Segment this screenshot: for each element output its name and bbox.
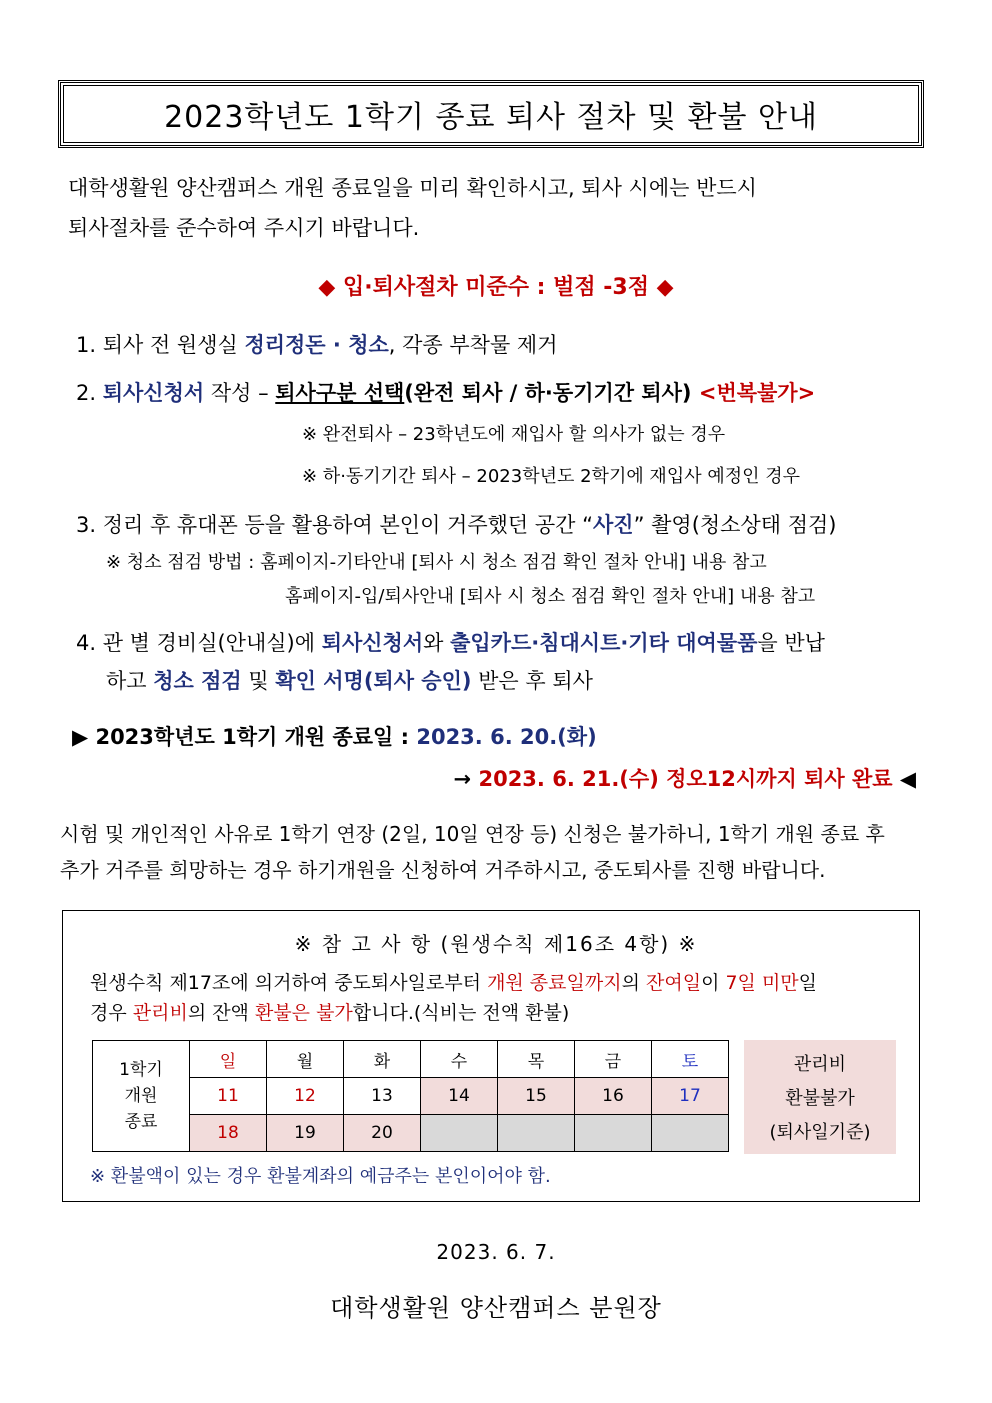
step-4: 4. 관 별 경비실(안내실)에 퇴사신청서와 출입카드·침대시트·기타 대여물품을 반납 xyxy=(76,631,825,655)
step-3-note-1: ※ 청소 점검 방법 : 홈페이지-기타안내 [퇴사 시 청소 점검 확인 절차 안내] 내용 참고 xyxy=(106,552,767,573)
checkout-deadline: → 2023. 6. 21.(수) 정오12시까지 퇴사 완료 ◀ xyxy=(453,767,916,791)
date-cell: 19 xyxy=(267,1115,344,1152)
calendar-label: 1학기 개원 종료 xyxy=(93,1041,190,1152)
empty-cell xyxy=(421,1115,498,1152)
date-cell: 18 xyxy=(190,1115,267,1152)
issue-date: 2023. 6. 7. xyxy=(436,1240,556,1264)
page-title: 2023학년도 1학기 종료 퇴사 절차 및 환불 안내 xyxy=(58,80,924,148)
empty-cell xyxy=(652,1115,729,1152)
day-header: 월 xyxy=(267,1041,344,1078)
step-2: 2. 퇴사신청서 작성 – 퇴사구분 선택(완전 퇴사 / 하·동기기간 퇴사) <번복불가> xyxy=(76,381,816,405)
end-date: ▶ 2023학년도 1학기 개원 종료일 : 2023. 6. 20.(화) xyxy=(72,725,597,749)
fee-nonrefund-note: 관리비 환불불가 (퇴사일기준) xyxy=(744,1040,896,1154)
step-3-note-2: 홈페이지-입/퇴사안내 [퇴사 시 청소 점검 확인 절차 안내] 내용 참고 xyxy=(285,586,816,607)
reference-body: 원생수칙 제17조에 의거하여 중도퇴사일로부터 개원 종료일까지의 잔여일이 7일 미만일 경우 관리비의 잔액 환불은 불가합니다.(식비는 전액 환불) xyxy=(90,972,818,1024)
day-header: 화 xyxy=(344,1041,421,1078)
signature: 대학생활원 양산캠퍼스 분원장 xyxy=(330,1294,662,1322)
date-cell: 11 xyxy=(190,1078,267,1115)
empty-cell xyxy=(498,1115,575,1152)
step-4-cont: 하고 청소 점검 및 확인 서명(퇴사 승인) 받은 후 퇴사 xyxy=(106,669,593,693)
day-header: 수 xyxy=(421,1041,498,1078)
refund-footnote: ※ 환불액이 있는 경우 환불계좌의 예금주는 본인이어야 함. xyxy=(90,1166,551,1187)
date-cell: 12 xyxy=(267,1078,344,1115)
date-cell: 15 xyxy=(498,1078,575,1115)
date-cell: 20 xyxy=(344,1115,421,1152)
step-3: 3. 정리 후 휴대폰 등을 활용하여 본인이 거주했던 공간 “사진” 촬영(청소상태 점검) xyxy=(76,513,837,537)
intro-paragraph: 대학생활원 양산캠퍼스 개원 종료일을 미리 확인하시고, 퇴사 시에는 반드시 퇴사절차를 준수하여 주시기 바랍니다. xyxy=(68,176,757,240)
empty-cell xyxy=(575,1115,652,1152)
day-header: 일 xyxy=(190,1041,267,1078)
extension-notice: 시험 및 개인적인 사유로 1학기 연장 (2일, 10일 연장 등) 신청은 불가하니, 1학기 개원 종료 후 추가 거주를 희망하는 경우 하기개원을 신청하여 거주하시고, 중도퇴사를 진행 바랍니다. xyxy=(60,822,885,882)
step-1: 1. 퇴사 전 원생실 정리정돈 · 청소, 각종 부착물 제거 xyxy=(76,333,558,357)
date-cell: 16 xyxy=(575,1078,652,1115)
day-header: 금 xyxy=(575,1041,652,1078)
day-header: 목 xyxy=(498,1041,575,1078)
step-2-note-1: ※ 완전퇴사 – 23학년도에 재입사 할 의사가 없는 경우 xyxy=(302,424,726,445)
date-cell: 17 xyxy=(652,1078,729,1115)
day-header: 토 xyxy=(652,1041,729,1078)
date-cell: 14 xyxy=(421,1078,498,1115)
closing-calendar xyxy=(92,1040,729,1152)
reference-title: ※ 참 고 사 항 (원생수칙 제16조 4항) ※ xyxy=(294,932,698,956)
step-2-note-2: ※ 하·동기기간 퇴사 – 2023학년도 2학기에 재입사 예정인 경우 xyxy=(302,466,800,487)
date-cell: 13 xyxy=(344,1078,421,1115)
penalty-warning: ◆ 입·퇴사절차 미준수 : 벌점 -3점 ◆ xyxy=(318,275,674,300)
